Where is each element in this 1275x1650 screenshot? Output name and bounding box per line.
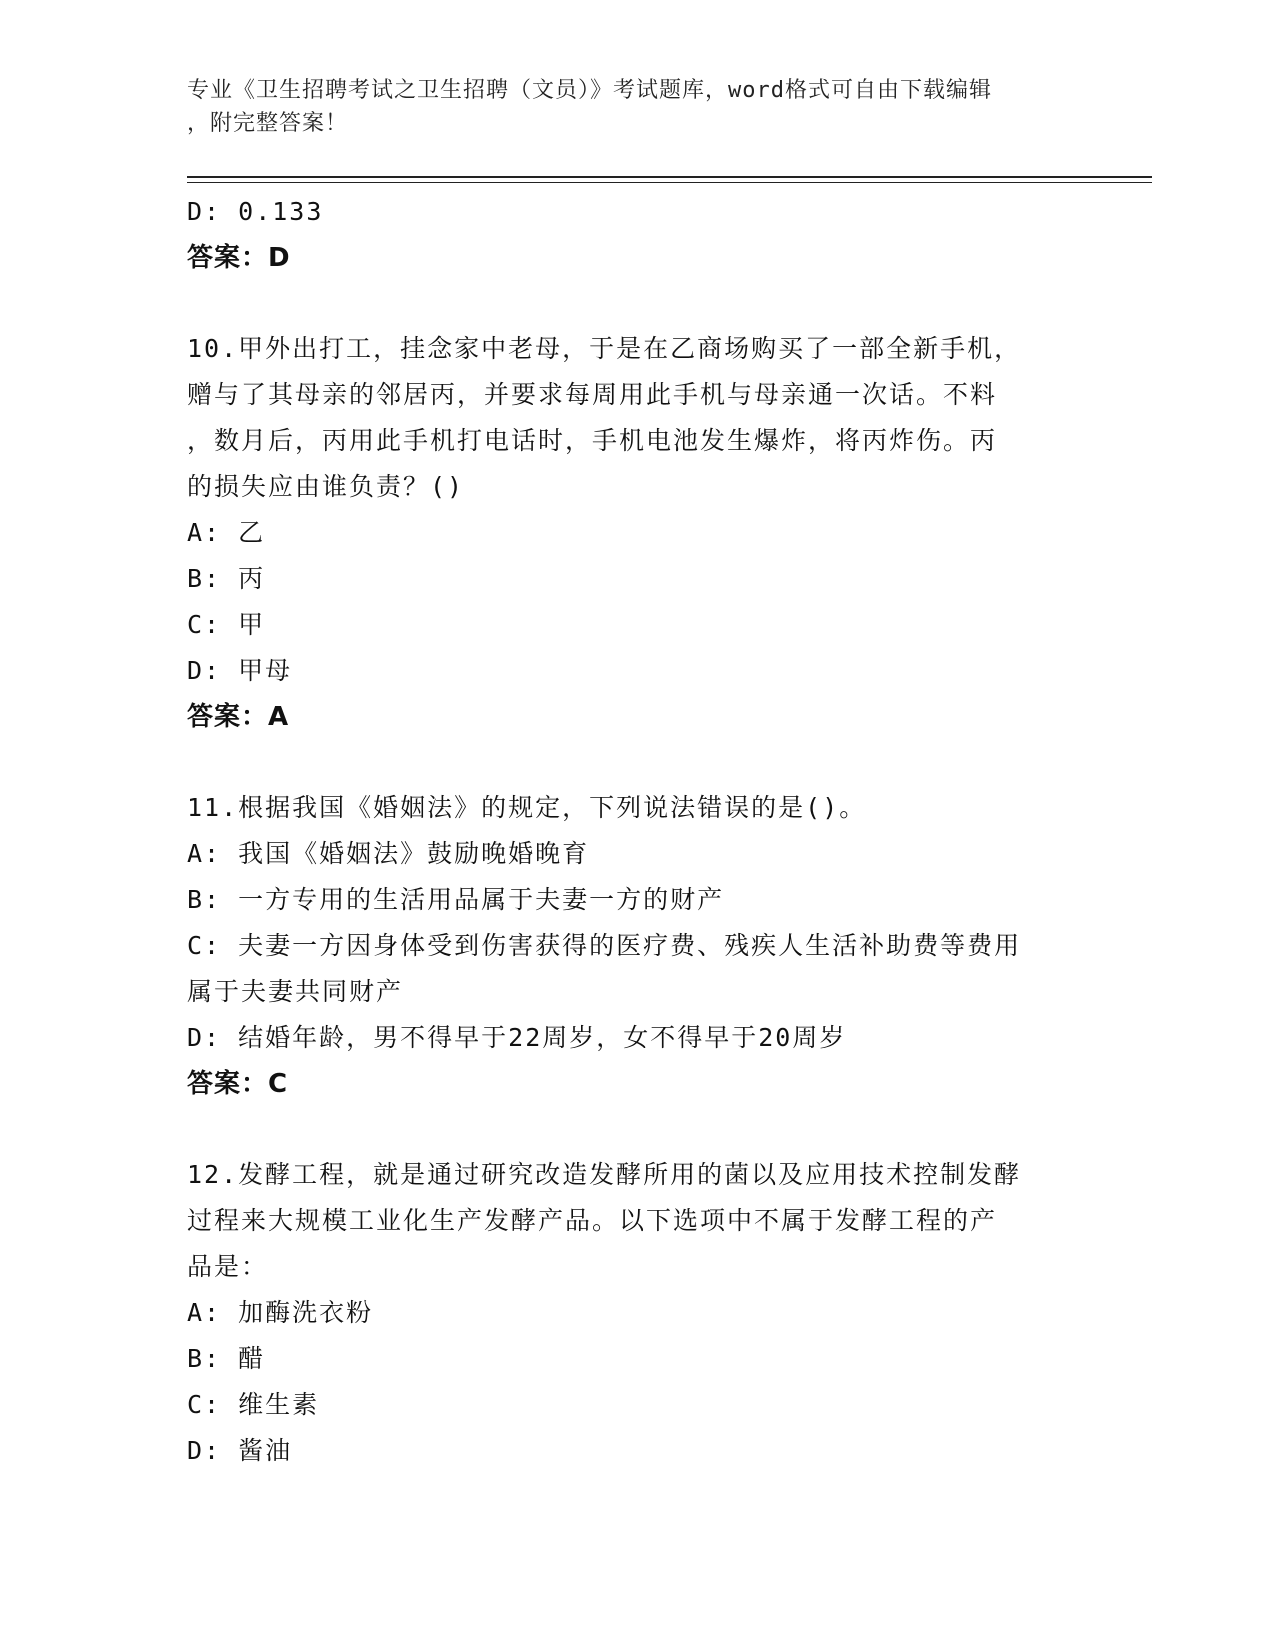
option-c: C: 甲: [187, 610, 266, 639]
question-text-line: 赠与了其母亲的邻居丙，并要求每周用此手机与母亲通一次话。不料: [187, 380, 998, 409]
spacer: [187, 1107, 1087, 1152]
spacer: [187, 281, 1087, 326]
question-text-line: 12.发酵工程，就是通过研究改造发酵所用的菌以及应用技术控制发酵: [187, 1160, 1022, 1189]
question-10: [187, 326, 1087, 510]
option-a: A: 加酶洗衣粉: [187, 1298, 374, 1327]
question-text-line: 过程来大规模工业化生产发酵产品。以下选项中不属于发酵工程的产: [187, 1206, 998, 1235]
header-line-1: 专业《卫生招聘考试之卫生招聘（文员）》考试题库，word格式可自由下载编辑: [187, 78, 992, 103]
question-content: [187, 189, 1087, 1474]
prev-option-d: D: 0.133: [187, 197, 324, 226]
option-c: C: 维生素: [187, 1390, 320, 1419]
question-text-line: 品是：: [187, 1252, 269, 1281]
option-b: B: 一方专用的生活用品属于夫妻一方的财产: [187, 885, 725, 914]
option-c-continued: 属于夫妻共同财产: [187, 977, 404, 1006]
question-text-line: 10.甲外出打工，挂念家中老母，于是在乙商场购买了一部全新手机，: [187, 334, 1022, 363]
question-text-line: 11.根据我国《婚姻法》的规定，下列说法错误的是()。: [187, 793, 867, 822]
option-d: D: 甲母: [187, 656, 293, 685]
header-divider-thin: [187, 182, 1152, 183]
header-divider-thick: [187, 176, 1152, 178]
page-header: [187, 74, 1067, 140]
question-text-line: ，数月后，丙用此手机打电话时，手机电池发生爆炸，将丙炸伤。丙: [187, 426, 998, 455]
option-a: A: 我国《婚姻法》鼓励晚婚晚育: [187, 839, 590, 868]
question-12: [187, 1152, 1087, 1290]
option-b: B: 醋: [187, 1344, 266, 1373]
prev-answer: 答案：D: [187, 243, 291, 273]
option-c: C: 夫妻一方因身体受到伤害获得的医疗费、残疾人生活补助费等费用: [187, 931, 1022, 960]
answer: 答案：A: [187, 702, 290, 732]
option-d: D: 结婚年龄，男不得早于22周岁，女不得早于20周岁: [187, 1023, 847, 1052]
answer: 答案：C: [187, 1069, 289, 1099]
option-d: D: 酱油: [187, 1436, 293, 1465]
question-11: [187, 785, 1087, 831]
option-b: B: 丙: [187, 564, 266, 593]
spacer: [187, 740, 1087, 785]
option-a: A: 乙: [187, 518, 266, 547]
question-text-line: 的损失应由谁负责？(): [187, 472, 465, 501]
header-line-2: ，附完整答案！: [187, 111, 349, 136]
